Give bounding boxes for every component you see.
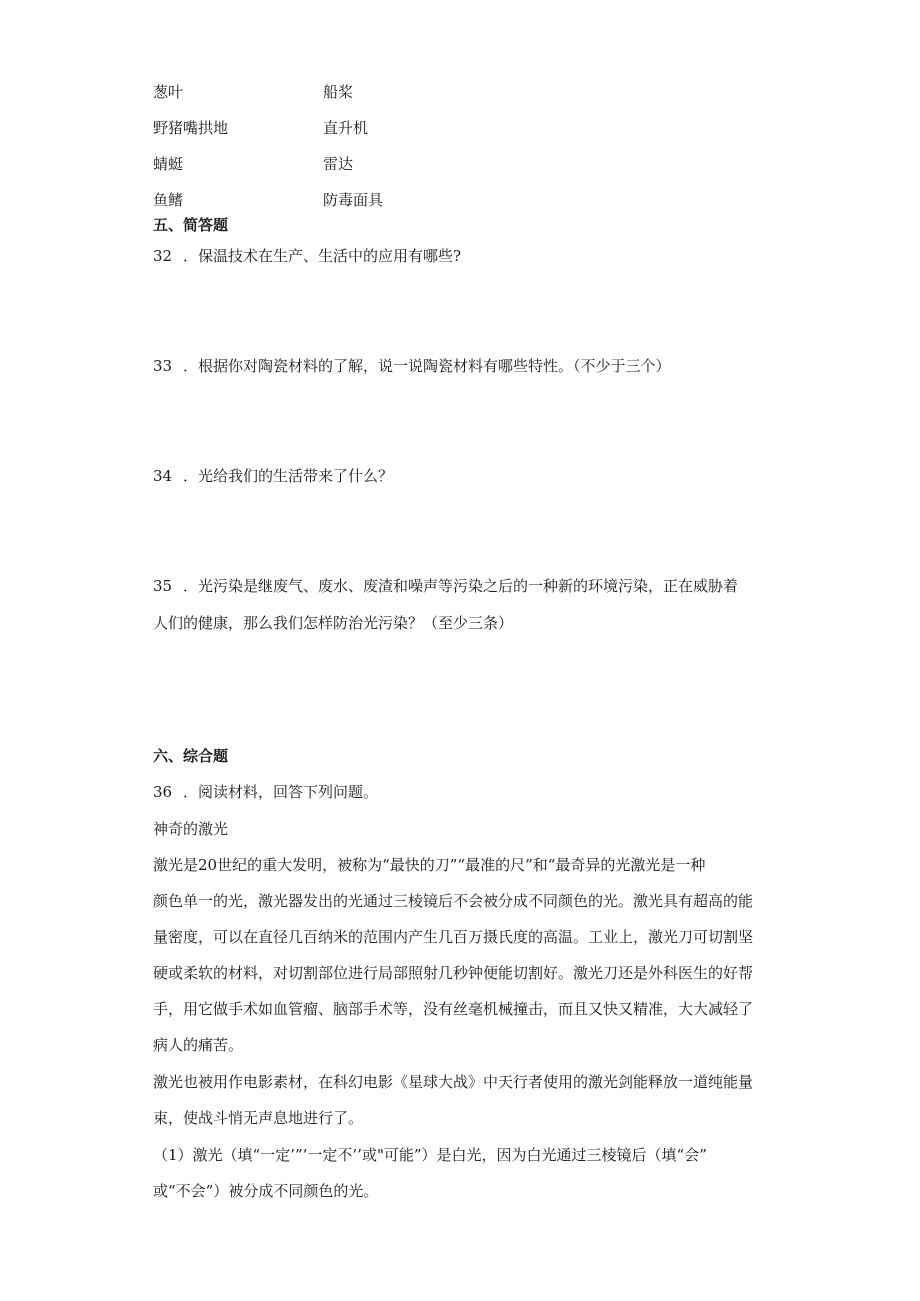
material-paragraph-line: 激光也被用作电影素材，在科幻电影《星球大战》中天行者使用的激光剑能释放一道纯能量 <box>153 1073 754 1091</box>
material-paragraph-line: 量密度，可以在直径几百纳米的范围内产生几百万摄氏度的高温。工业上，激光刀可切割坚 <box>153 928 754 946</box>
question-text: ．光污染是继废气、废水、废渣和噪声等污染之后的一种新的环境污染，正在威胁着 <box>183 577 739 595</box>
matching-row <box>153 117 653 141</box>
question-number: 35 <box>153 577 173 595</box>
section-title: 六、综合题 <box>153 747 229 765</box>
material-paragraph-line: 硬或柔软的材料，对切割部位进行局部照射几秒钟便能切割好。激光刀还是外科医生的好帮 <box>153 964 754 982</box>
matching-left: 葱叶 <box>153 83 184 101</box>
matching-row <box>153 153 653 177</box>
matching-right: 船桨 <box>323 83 354 101</box>
matching-left: 蜻蜓 <box>153 155 184 173</box>
matching-right: 直升机 <box>323 119 369 137</box>
material-title: 神奇的激光 <box>153 820 229 838</box>
sub-question-1: （1）激光（填“一定’”’一定不’’或"可能”）是白光，因为白光通过三棱镜后（填“会” <box>153 1146 707 1164</box>
question-36 <box>153 781 378 802</box>
question-number: 34 <box>153 467 173 485</box>
material-paragraph-line: 束，使战斗悄无声息地进行了。 <box>153 1109 364 1127</box>
question-33 <box>153 355 671 376</box>
matching-left: 野猪嘴拱地 <box>153 119 229 137</box>
question-number: 32 <box>153 247 173 265</box>
matching-row <box>153 189 653 213</box>
question-text: ．光给我们的生活带来了什么？ <box>183 467 394 485</box>
material-paragraph-line: 病人的痛苦。 <box>153 1036 244 1054</box>
question-35 <box>153 575 738 596</box>
question-34 <box>153 465 393 486</box>
matching-right: 防毒面具 <box>323 191 384 209</box>
matching-left: 鱼鳍 <box>153 191 184 209</box>
question-text: ．保温技术在生产、生活中的应用有哪些? <box>183 247 462 265</box>
sub-question-1-continued: 或“不会”）被分成不同颜色的光。 <box>153 1182 379 1200</box>
question-35-continued: 人们的健康，那么我们怎样防治光污染？（至少三条） <box>153 614 514 632</box>
material-paragraph-line: 激光是20世纪的重大发明，被称为“最快的刀”“最准的尺”和“最奇异的光激光是一种 <box>153 856 706 874</box>
question-text: ．根据你对陶瓷材料的了解，说一说陶瓷材料有哪些特性。（不少于三个） <box>183 357 671 375</box>
matching-right: 雷达 <box>323 155 354 173</box>
question-number: 33 <box>153 357 173 375</box>
material-paragraph-line: 手，用它做手术如血管瘤、脑部手术等，没有丝毫机械撞击，而且又快又精准，大大减轻了 <box>153 1000 754 1018</box>
matching-row <box>153 81 653 105</box>
question-32 <box>153 245 461 266</box>
question-number: 36 <box>153 783 173 801</box>
material-paragraph-line: 颜色单一的光，激光器发出的光通过三棱镜后不会被分成不同颜色的光。激光具有超高的能 <box>153 892 754 910</box>
section-title: 五、简答题 <box>153 216 229 234</box>
question-text: ．阅读材料，回答下列问题。 <box>183 783 379 801</box>
